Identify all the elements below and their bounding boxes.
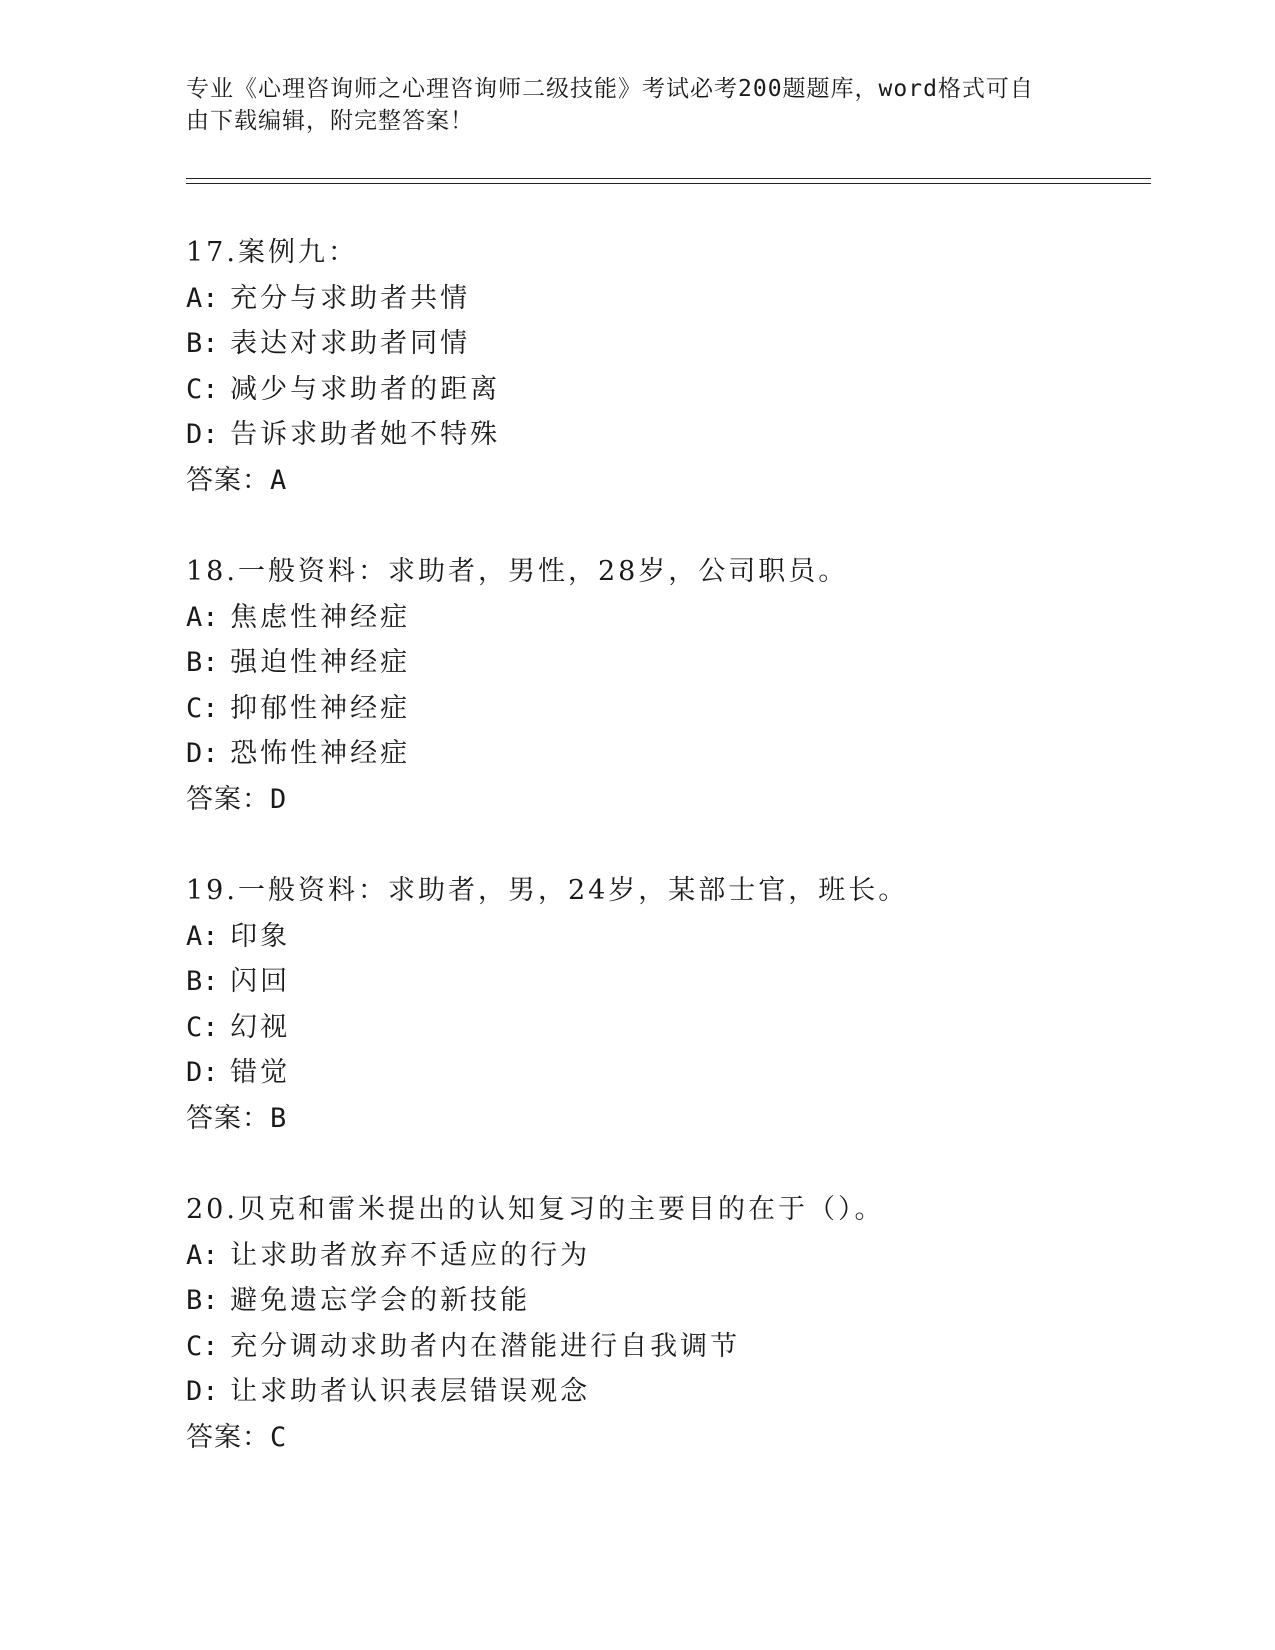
option-text: 焦虑性神经症 (230, 601, 411, 633)
option-letter: A: (186, 1239, 219, 1271)
option-text: 印象 (230, 920, 291, 952)
option-a (186, 1233, 1146, 1279)
answer-value: D (270, 783, 288, 815)
option-b (186, 640, 1146, 686)
option-letter: D: (186, 1376, 219, 1407)
option-text: 抑郁性神经症 (230, 692, 411, 724)
answer-line (186, 1096, 1146, 1142)
option-text: 幻视 (230, 1011, 291, 1043)
option-letter: B: (186, 647, 219, 678)
answer-value: B (270, 1102, 288, 1134)
answer-value: A (270, 464, 288, 496)
option-c (186, 367, 1146, 413)
option-b (186, 321, 1146, 367)
option-c (186, 1324, 1146, 1370)
answer-line (186, 777, 1146, 823)
option-letter: B: (186, 1285, 219, 1316)
header-intro-line-1: 专业《心理咨询师之心理咨询师二级技能》考试必考200题题库，word格式可自 (186, 76, 1034, 102)
option-text: 错觉 (230, 1057, 291, 1088)
option-text: 避免遗忘学会的新技能 (230, 1285, 531, 1316)
option-a (186, 276, 1146, 322)
option-letter: D: (186, 419, 219, 450)
option-text: 充分调动求助者内在潜能进行自我调节 (230, 1330, 741, 1362)
option-letter: A: (186, 920, 219, 952)
answer-label: 答案： (186, 464, 270, 495)
question-17 (186, 230, 1146, 503)
option-text: 让求助者放弃不适应的行为 (230, 1239, 591, 1271)
answer-label: 答案： (186, 783, 270, 814)
question-stem: 19.一般资料：求助者，男，24岁，某部士官，班长。 (186, 875, 909, 906)
option-text: 充分与求助者共情 (230, 282, 471, 314)
option-text: 恐怖性神经症 (230, 738, 411, 769)
option-text: 减少与求助者的距离 (230, 373, 501, 405)
option-a (186, 595, 1146, 641)
option-letter: A: (186, 282, 219, 314)
document-header (186, 73, 1066, 137)
option-d (186, 412, 1146, 458)
option-letter: D: (186, 1057, 219, 1088)
answer-line (186, 458, 1146, 504)
option-c (186, 686, 1146, 732)
option-letter: C: (186, 692, 219, 724)
header-intro-line-2: 由下载编辑，附完整答案！ (186, 108, 474, 134)
question-19 (186, 868, 1146, 1141)
answer-label: 答案： (186, 1102, 270, 1133)
option-b (186, 1278, 1146, 1324)
option-a (186, 914, 1146, 960)
option-d (186, 1369, 1146, 1415)
answer-label: 答案： (186, 1421, 270, 1452)
option-text: 强迫性神经症 (230, 647, 411, 678)
question-stem: 20.贝克和雷米提出的认知复习的主要目的在于（）。 (186, 1194, 885, 1225)
option-letter: C: (186, 1330, 219, 1362)
question-20 (186, 1187, 1146, 1460)
option-c (186, 1005, 1146, 1051)
option-text: 表达对求助者同情 (230, 328, 471, 359)
question-stem: 18.一般资料：求助者，男性，28岁，公司职员。 (186, 556, 849, 587)
option-text: 闪回 (230, 966, 291, 997)
option-letter: A: (186, 601, 219, 633)
option-letter: B: (186, 966, 219, 997)
option-letter: B: (186, 328, 219, 359)
option-text: 让求助者认识表层错误观念 (230, 1376, 591, 1407)
option-b (186, 959, 1146, 1005)
option-letter: C: (186, 1011, 219, 1043)
question-stem: 17.案例九： (186, 237, 358, 268)
option-text: 告诉求助者她不特殊 (230, 419, 501, 450)
option-letter: C: (186, 373, 219, 405)
question-18 (186, 549, 1146, 822)
header-divider-top (186, 178, 1151, 179)
answer-value: C (270, 1421, 288, 1453)
option-d (186, 1050, 1146, 1096)
option-d (186, 731, 1146, 777)
option-letter: D: (186, 738, 219, 769)
answer-line (186, 1415, 1146, 1461)
header-divider-bottom (186, 183, 1151, 184)
